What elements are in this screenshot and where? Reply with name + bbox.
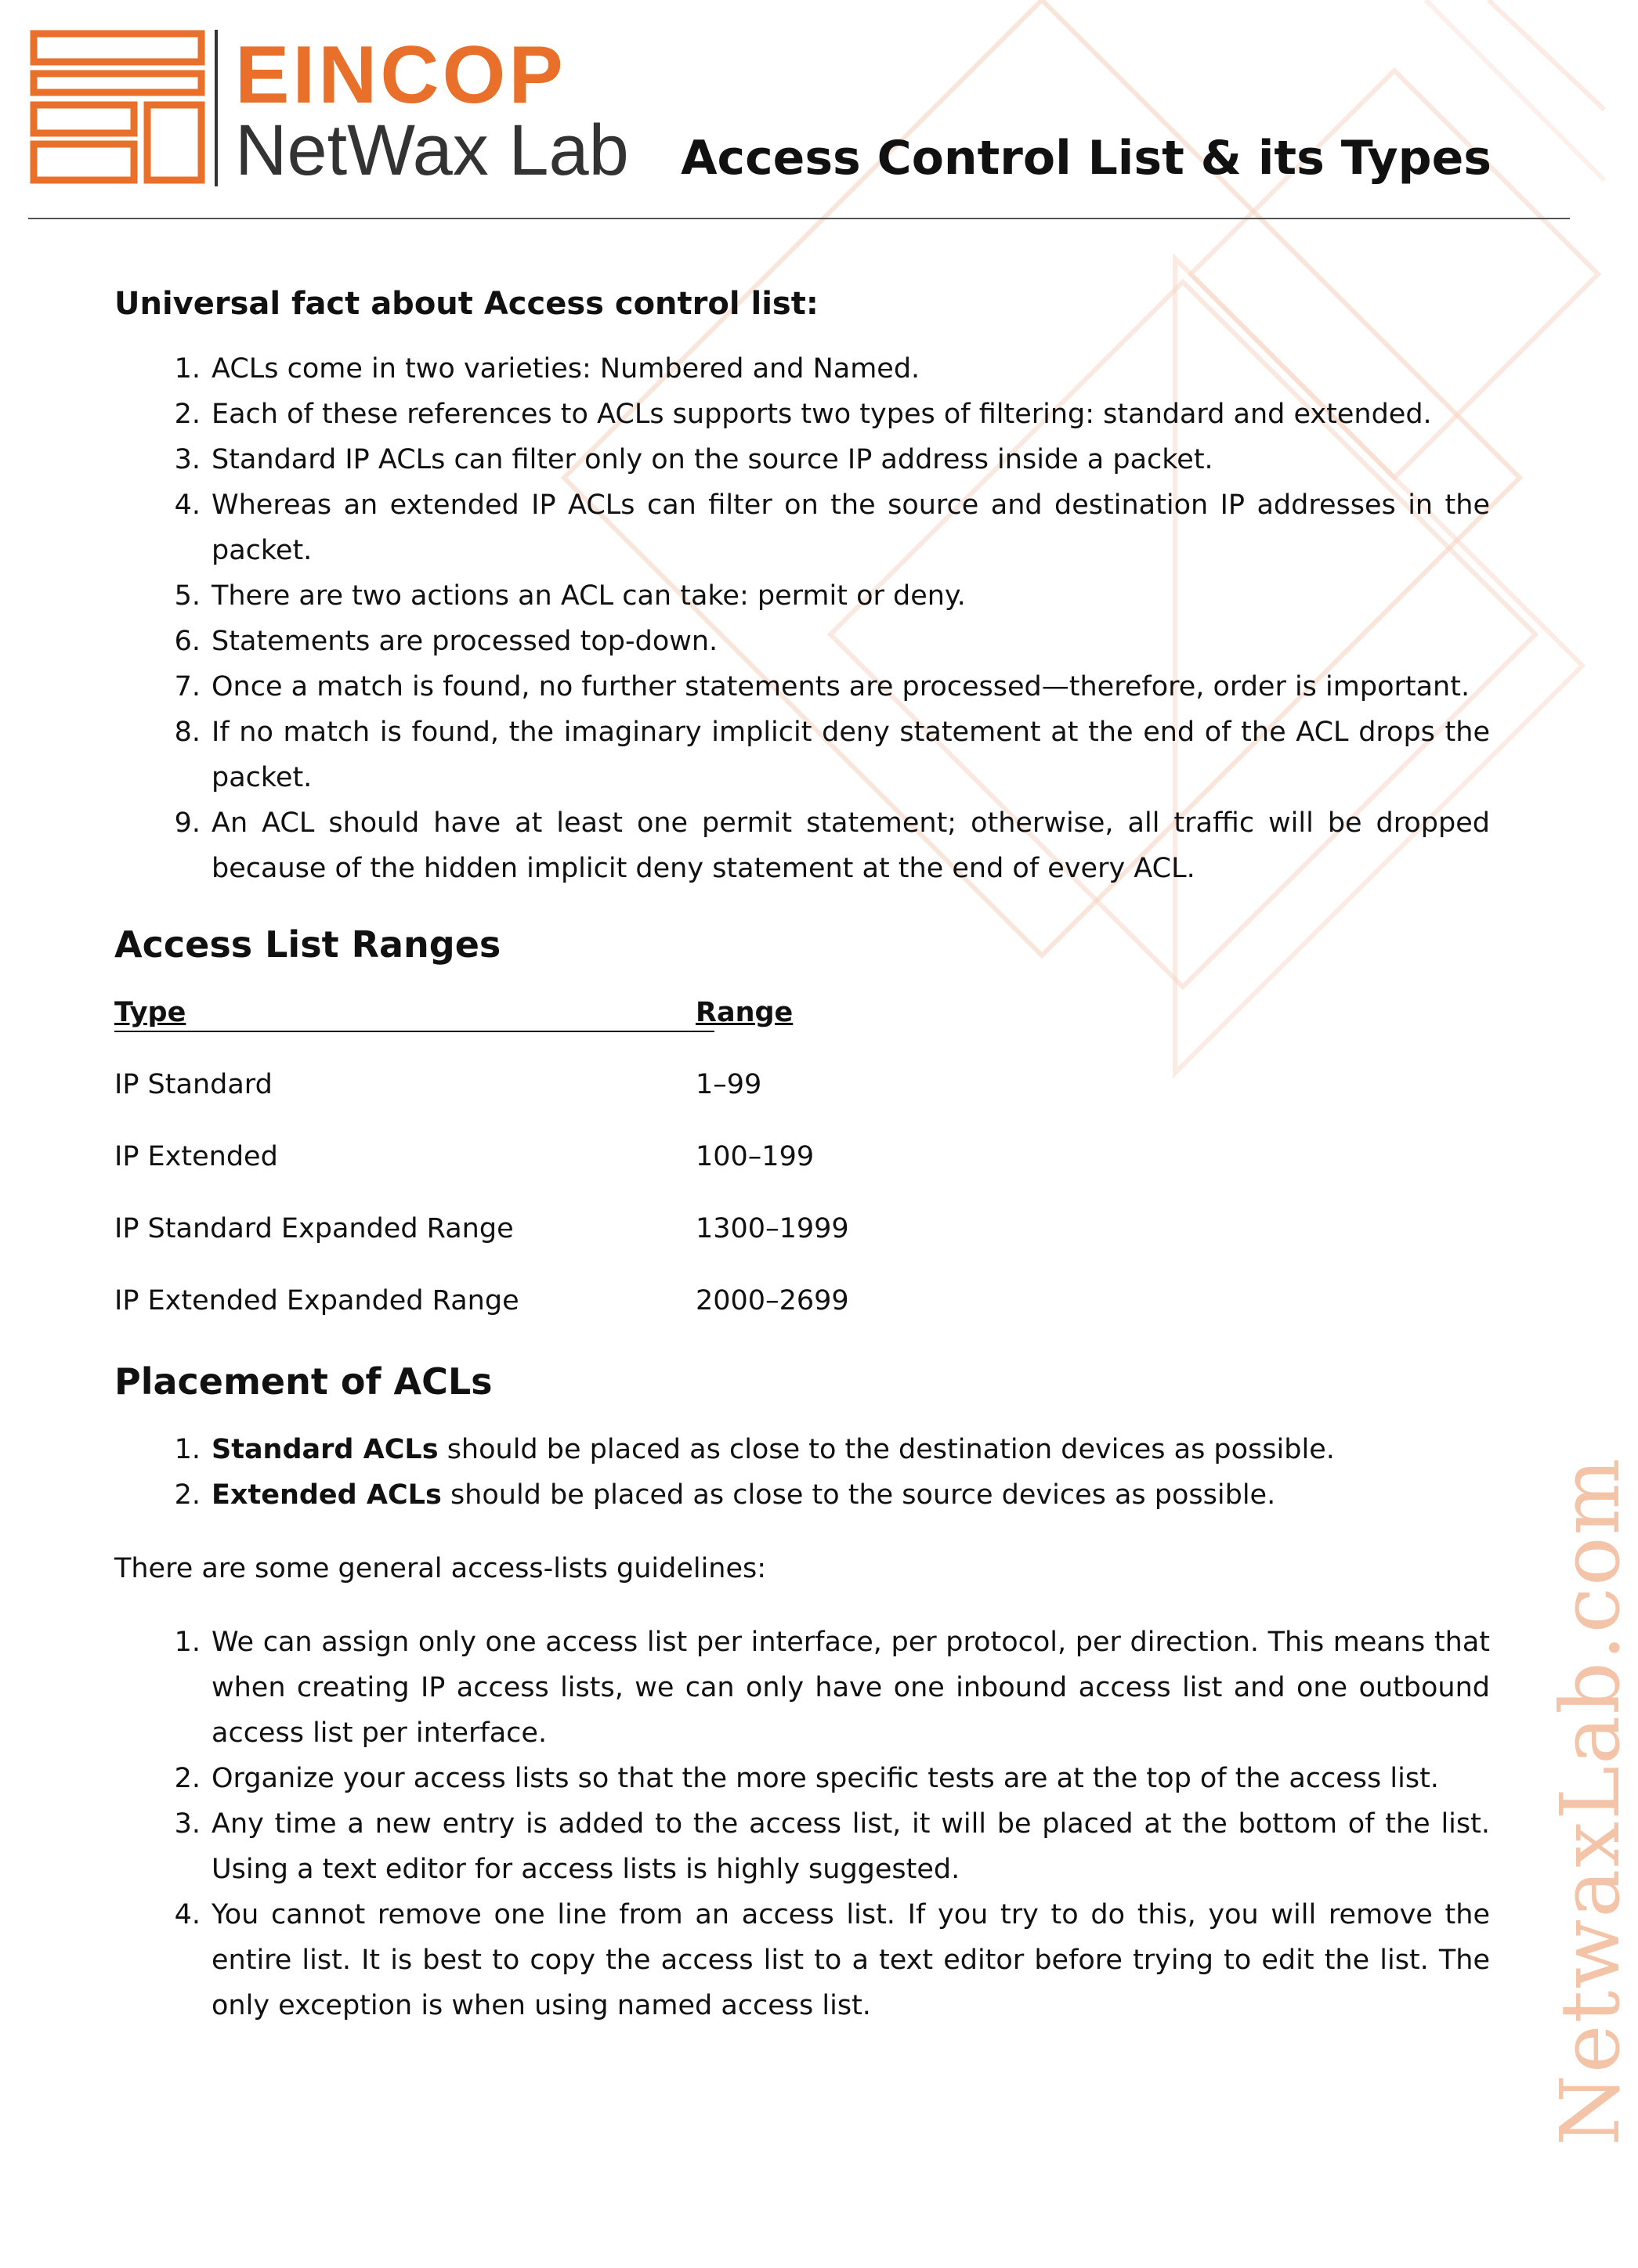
- list-item: [114, 1620, 1490, 1756]
- list-item: [114, 619, 1490, 664]
- list-item: [114, 710, 1490, 800]
- table-row: [114, 1112, 945, 1184]
- list-number: 4.: [174, 1899, 201, 1930]
- list-item: [114, 1756, 1490, 1801]
- list-item: [114, 482, 1490, 573]
- col-header-type: Type: [114, 997, 186, 1028]
- list-item-text: Each of these references to ACLs supports two types of filtering: standard and extended.: [212, 399, 1432, 430]
- brand-name-netwax: NetWax Lab: [235, 110, 629, 190]
- logo-mark-icon: [30, 30, 218, 194]
- list-number: 1.: [174, 1434, 201, 1465]
- cell-type: IP Extended Expanded Range: [114, 1285, 519, 1316]
- list-item-text: should be placed as close to the source devices as possible.: [441, 1479, 1276, 1511]
- list-item-text: Standard IP ACLs can filter only on the source IP address inside a packet.: [212, 444, 1213, 475]
- list-item-text: There are two actions an ACL can take: permit or deny.: [212, 580, 966, 612]
- site-watermark: NetwaxLab.com: [1542, 1456, 1638, 2146]
- list-item: [114, 392, 1490, 437]
- list-item-text: Once a match is found, no further statements are processed—therefore, order is important.: [212, 671, 1470, 702]
- table-row: [114, 1256, 945, 1328]
- list-number: 2.: [174, 1763, 201, 1794]
- table-row: [114, 1184, 945, 1256]
- list-number: 3.: [174, 1808, 201, 1840]
- cell-type: IP Standard: [114, 1069, 273, 1100]
- list-number: 5.: [174, 580, 201, 612]
- cell-range: 1–99: [696, 1069, 762, 1100]
- header-divider: [28, 218, 1570, 219]
- list-number: 3.: [174, 444, 201, 475]
- list-item-text: We can assign only one access list per interface, per protocol, per direction. This means that when creating IP access lists, we can only have one inbound access list and one outbound access list per interface.: [212, 1627, 1490, 1749]
- header-underline: [114, 1031, 714, 1032]
- list-item-text: Any time a new entry is added to the access list, it will be placed at the bottom of the list. Using a text editor for access lists is highly suggested.: [212, 1808, 1490, 1885]
- list-number: 2.: [174, 1479, 201, 1511]
- list-number: 7.: [174, 671, 201, 702]
- list-number: 1.: [174, 1627, 201, 1658]
- list-item-text: If no match is found, the imaginary implicit deny statement at the end of the ACL drops the packet.: [212, 717, 1490, 793]
- list-item: [114, 800, 1490, 891]
- list-item-text: You cannot remove one line from an access list. If you try to do this, you will remove the entire list. It is best to copy the access list to a text editor before trying to edit the list. The only exception is when using named access list.: [212, 1899, 1490, 2021]
- list-item-text: should be placed as close to the destination devices as possible.: [438, 1434, 1335, 1465]
- list-item-text: An ACL should have at least one permit statement; otherwise, all traffic will be dropped because of the hidden implicit deny statement at the end of every ACL.: [212, 807, 1490, 884]
- list-number: 9.: [174, 807, 201, 839]
- list-item-text: Statements are processed top-down.: [212, 626, 718, 657]
- list-item: [114, 1472, 1490, 1518]
- list-item-bold: Extended ACLs: [212, 1479, 442, 1511]
- col-header-range: Range: [696, 997, 794, 1028]
- list-number: 8.: [174, 717, 201, 748]
- universal-heading: Universal fact about Access control list:: [114, 286, 819, 322]
- brand-logo: [30, 30, 680, 194]
- list-item-text: ACLs come in two varieties: Numbered and Named.: [212, 353, 920, 385]
- list-number: 6.: [174, 626, 201, 657]
- list-item-text: Organize your access lists so that the more specific tests are at the top of the access list.: [212, 1763, 1439, 1794]
- list-item-text: Whereas an extended IP ACLs can filter on the source and destination IP addresses in the packet.: [212, 489, 1490, 566]
- list-item: [114, 346, 1490, 392]
- guidelines-intro: There are some general access-lists guidelines:: [114, 1553, 767, 1584]
- list-item: [114, 573, 1490, 619]
- list-item: [114, 1892, 1490, 2028]
- main-content: [114, 284, 1490, 2028]
- brand-name-eincop: EINCOP: [235, 30, 566, 121]
- ranges-table-header: [114, 990, 945, 1040]
- cell-range: 2000–2699: [696, 1285, 849, 1316]
- list-number: 2.: [174, 399, 201, 430]
- list-item-bold: Standard ACLs: [212, 1434, 439, 1465]
- list-number: 1.: [174, 353, 201, 385]
- cell-type: IP Extended: [114, 1141, 278, 1172]
- list-item: [114, 1427, 1490, 1472]
- list-item: [114, 664, 1490, 710]
- ranges-table-body: [114, 1040, 945, 1328]
- cell-range: 100–199: [696, 1141, 815, 1172]
- cell-range: 1300–1999: [696, 1213, 849, 1244]
- access-list-ranges-table: [114, 990, 945, 1328]
- placement-list: [114, 1427, 1490, 1518]
- placement-heading: Placement of ACLs: [114, 1360, 493, 1403]
- cell-type: IP Standard Expanded Range: [114, 1213, 514, 1244]
- ranges-heading: Access List Ranges: [114, 923, 501, 966]
- page-title: Access Control List & its Types: [681, 131, 1492, 186]
- universal-facts-list: [114, 346, 1490, 891]
- list-item: [114, 437, 1490, 482]
- table-row: [114, 1040, 945, 1112]
- list-number: 4.: [174, 489, 201, 521]
- list-item: [114, 1801, 1490, 1892]
- guidelines-list: [114, 1620, 1490, 2028]
